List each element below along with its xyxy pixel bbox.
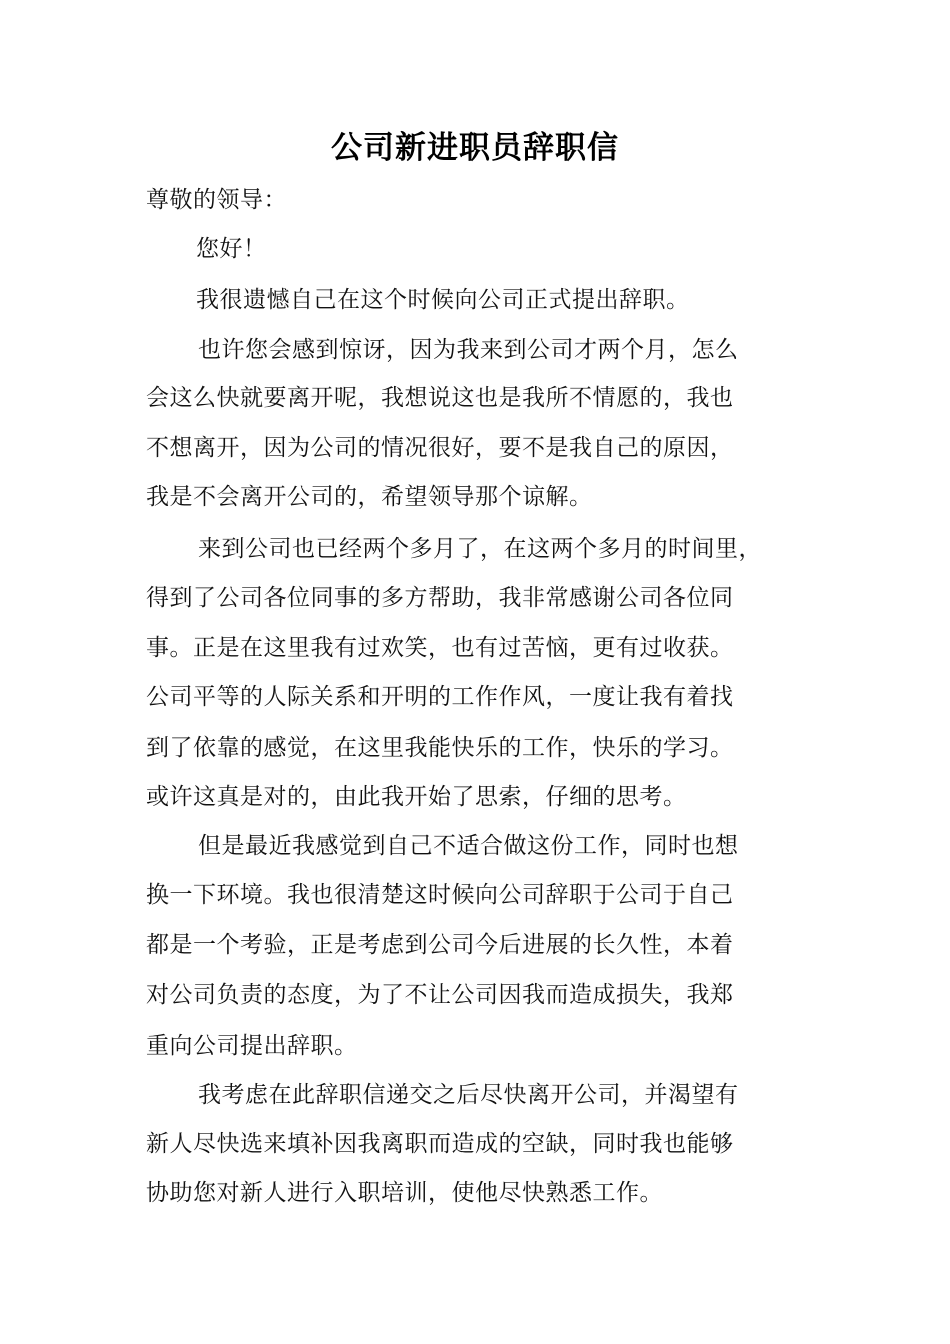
paragraph-line: 都是一个考验，正是考虑到公司今后进展的长久性，本着: [146, 932, 734, 958]
paragraph-line: 新人尽快选来填补因我离职而造成的空缺，同时我也能够: [146, 1131, 734, 1157]
paragraph-line: 对公司负责的态度，为了不让公司因我而造成损失，我郑: [146, 982, 734, 1008]
paragraph-line: 到了依靠的感觉，在这里我能快乐的工作，快乐的学习。: [146, 735, 734, 761]
paragraph-line: 来到公司也已经两个多月了，在这两个多月的时间里，: [198, 536, 762, 562]
paragraph-line: 也许您会感到惊讶，因为我来到公司才两个月，怎么: [198, 337, 739, 363]
paragraph-line: 协助您对新人进行入职培训，使他尽快熟悉工作。: [146, 1180, 663, 1206]
paragraph-line: 我考虑在此辞职信递交之后尽快离开公司，并渴望有: [198, 1082, 739, 1108]
paragraph-line: 换一下环境。我也很清楚这时候向公司辞职于公司于自己: [146, 882, 734, 908]
paragraph-line: 不想离开，因为公司的情况很好，要不是我自己的原因，: [146, 435, 734, 461]
paragraph-line: 会这么快就要离开呢，我想说这也是我所不情愿的，我也: [146, 385, 734, 411]
paragraph-line: 或许这真是对的，由此我开始了思索，仔细的思考。: [146, 784, 687, 810]
paragraph-line: 重向公司提出辞职。: [146, 1033, 358, 1059]
greeting: 您好！: [196, 236, 267, 262]
paragraph-line: 得到了公司各位同事的多方帮助，我非常感谢公司各位同: [146, 585, 734, 611]
paragraph-line: 公司平等的人际关系和开明的工作作风，一度让我有着找: [146, 684, 734, 710]
paragraph-line: 但是最近我感觉到自己不适合做这份工作，同时也想: [198, 833, 739, 859]
paragraph-line: 我很遗憾自己在这个时候向公司正式提出辞职。: [196, 287, 690, 313]
paragraph-line: 事。正是在这里我有过欢笑，也有过苦恼，更有过收获。: [146, 635, 734, 661]
paragraph-line: 我是不会离开公司的，希望领导那个谅解。: [146, 484, 593, 510]
document-title: 公司新进职员辞职信: [331, 130, 619, 166]
salutation: 尊敬的领导：: [146, 187, 287, 213]
